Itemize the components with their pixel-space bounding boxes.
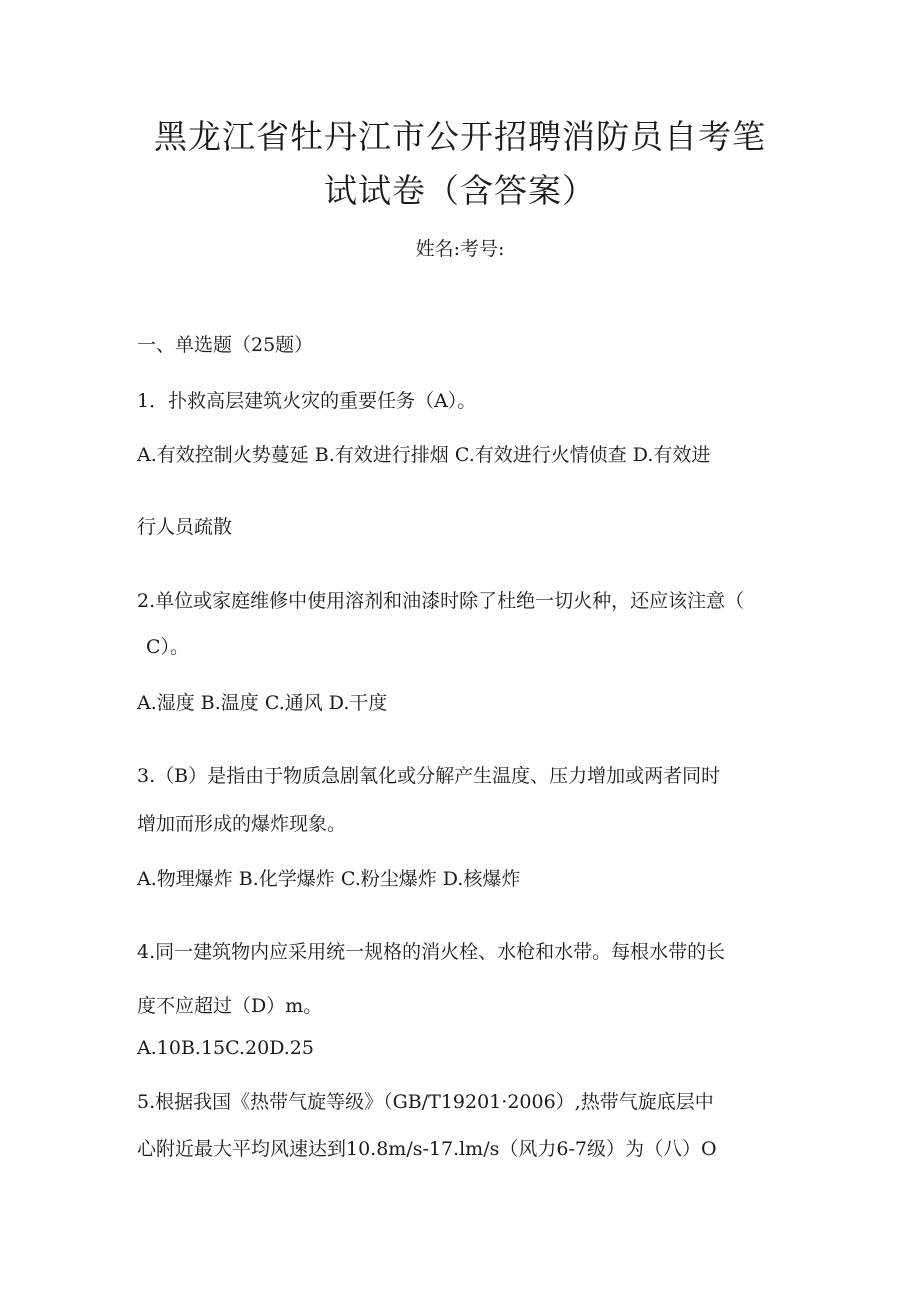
question-5-stem-line-1: 5.根据我国《热带气旋等级》（GB/T19201·2006）,热带气旋底层中 <box>137 1091 714 1113</box>
document-title-line-2: 试试卷（含答案） <box>324 171 596 210</box>
name-and-exam-number-label: 姓名:考号: <box>415 238 505 260</box>
question-4-options: A.10B.15C.20D.25 <box>137 1037 314 1059</box>
question-1-stem: 1．扑救高层建筑火灾的重要任务（A）。 <box>137 390 477 412</box>
question-1-options-line-1: A.有效控制火势蔓延 B.有效进行排烟 C.有效进行火情侦查 D.有效进 <box>137 444 711 466</box>
question-1-options-line-2: 行人员疏散 <box>137 516 233 538</box>
section-heading: 一、单选题（25题） <box>137 334 314 356</box>
document-title-line-1: 黑龙江省牡丹江市公开招聘消防员自考笔 <box>154 117 766 156</box>
question-4-stem-line-2: 度不应超过（D）m。 <box>137 995 323 1017</box>
question-4-stem-line-1: 4.同一建筑物内应采用统一规格的消火栓、水枪和水带。每根水带的长 <box>137 941 726 963</box>
question-3-stem-line-1: 3.（B）是指由于物质急剧氧化或分解产生温度、压力增加或两者同时 <box>137 765 721 787</box>
question-3-options: A.物理爆炸 B.化学爆炸 C.粉尘爆炸 D.核爆炸 <box>137 868 521 890</box>
question-2-stem-line-2: C）。 <box>146 636 190 658</box>
question-3-stem-line-2: 增加而形成的爆炸现象。 <box>137 813 347 835</box>
question-2-options: A.湿度 B.温度 C.通风 D.干度 <box>137 692 388 714</box>
question-5-stem-line-2: 心附近最大平均风速达到10.8m/s-17.lm/s（风力6-7级）为（八）O <box>137 1138 717 1160</box>
question-2-stem-line-1: 2.单位或家庭维修中使用溶剂和油漆时除了杜绝一切火种，还应该注意（ <box>137 590 745 612</box>
